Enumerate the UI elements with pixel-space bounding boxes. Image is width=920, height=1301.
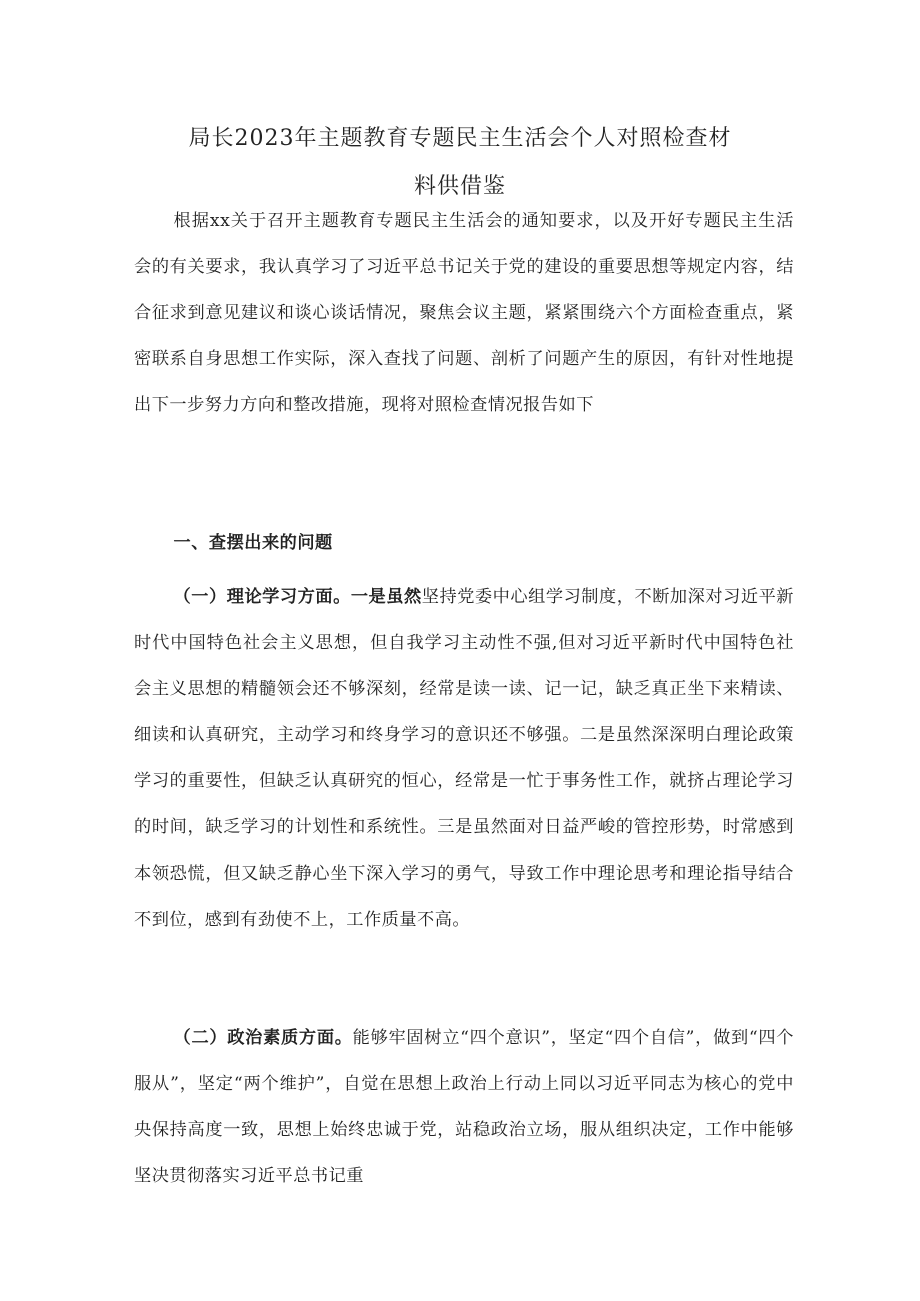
document-title-line1: 局长2023年主题教育专题民主生活会个人对照检查材 (188, 126, 732, 151)
item1-label: （一）理论学习方面。 (173, 587, 351, 607)
item1-paragraph (134, 574, 794, 943)
item2-label: （二）政治素质方面。 (173, 1028, 353, 1048)
document-title-line2: 料供借鉴 (413, 174, 506, 199)
item2-paragraph (134, 1015, 794, 1199)
item1-lead: 一是虽然 (350, 587, 422, 607)
intro-paragraph: 根据xx关于召开主题教育专题民主生活会的通知要求，以及开好专题民主生活会的有关要求，我认真学习了习近平总书记关于党的建设的重要思想等规定内容，结合征求到意见建议和谈心谈话情况，聚焦会议主题，紧紧围绕六个方面检查重点，紧密联系自身思想工作实际，深入查找了问题、剖析了问题产生的原因，有针对性地提出下一步努力方向和整改措施，现将对照检查情况报告如下 (134, 211, 794, 416)
section-heading: 一、查摆出来的问题 (173, 533, 333, 553)
item1-text: 坚持党委中心组学习制度，不断加深对习近平新时代中国特色社会主义思想，但自我学习主动性不强,但对习近平新时代中国特色社会主义思想的精髓领会还不够深刻，经常是读一读、记一记，缺乏真正坐下来精读、细读和认真研究，主动学习和终身学习的意识还不够强。二是虽然深深明白理论政策学习的重要性，但缺乏认真研究的恒心，经常是一忙于事务性工作，就挤占理论学习的时间，缺乏学习的计划性和系统性。三是虽然面对日益严峻的管控形势，时常感到本领恐慌，但又缺乏静心坐下深入学习的勇气，导致工作中理论思考和理论指导结合不到位，感到有劲使不上，工作质量不高。 (134, 587, 794, 930)
item2-text: 能够牢固树立“四个意识”，坚定“四个自信”，做到“四个服从”，坚定“两个维护”，自觉在思想上政治上行动上同以习近平同志为核心的党中央保持高度一致，思想上始终忠诚于党，站稳政治立场，服从组织决定，工作中能够坚决贯彻落实习近平总书记重 (134, 1028, 794, 1187)
